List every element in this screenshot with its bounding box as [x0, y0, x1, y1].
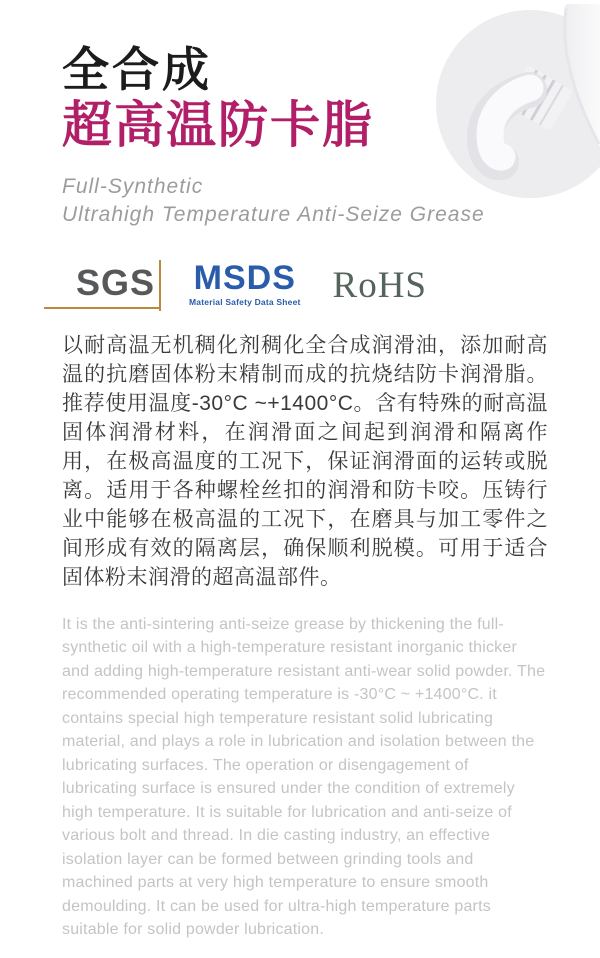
sgs-logo: [62, 262, 163, 309]
msds-logo: [189, 258, 301, 309]
sgs-orange-underline: [44, 307, 161, 309]
subtitle-line1: Full-Synthetic: [62, 174, 204, 198]
sgs-orange-sideline: [159, 260, 161, 311]
page-title-cn-line1: 全合成: [62, 43, 212, 96]
tube-body: [564, 4, 600, 200]
sgs-logo-text: SGS: [76, 261, 156, 303]
msds-logo-subtext: Material Safety Data Sheet: [189, 296, 301, 307]
description-english: It is the anti-sintering anti-seize grease by thickening the full-synthetic oil with a high-temperature resistant inorganic thicker and adding high-temperature resistant anti-wear solid powder. The recommended operating temperature is -30°C ~ +1400°C. it contains special high temperature resistant solid lubricating material, and plays a role in lubrication and isolation between the lubricating surfaces. The operation or disengagement of lubricating surface is ensured under the condition of extremely high temperature. It is suitable for lubrication and anti-seize of various bolt and thread. In die casting industry, an effective isolation layer can be formed between grinding tools and machined parts at very high temperature to ensure smooth demoulding. It can be used for ultra-high temperature parts suitable for solid powder lubrication.: [62, 615, 546, 939]
description-chinese: 以耐高温无机稠化剂稠化全合成润滑油，添加耐高温的抗磨固体粉末精制而成的抗烧结防卡润滑脂。推荐使用温度-30°C ~+1400°C。含有特殊的耐高温固体润滑材料，在润滑面之间起到润滑和隔离作用，在极高温度的工况下，保证润滑面的运转或脱离。适用于各种螺栓丝扣的润滑和防卡咬。压铸行业中能够在极高温的工况下，在磨具与加工零件之间形成有效的隔离层，确保顺利脱模。可用于适合固体粉末润滑的超高温部件。: [62, 333, 548, 589]
msds-logo-text: MSDS: [193, 258, 296, 297]
tube-body-edge: [565, 8, 599, 144]
rohs-logo: [333, 264, 427, 309]
page-content: [62, 44, 548, 958]
page-subtitle-en: [62, 173, 548, 229]
certification-logos: [62, 257, 548, 309]
page-title-cn-line2: 超高温防卡脂: [62, 96, 374, 153]
rohs-logo-text: RoHS: [332, 264, 428, 306]
subtitle-line2: Ultrahigh Temperature Anti-Seize Grease: [62, 202, 485, 226]
